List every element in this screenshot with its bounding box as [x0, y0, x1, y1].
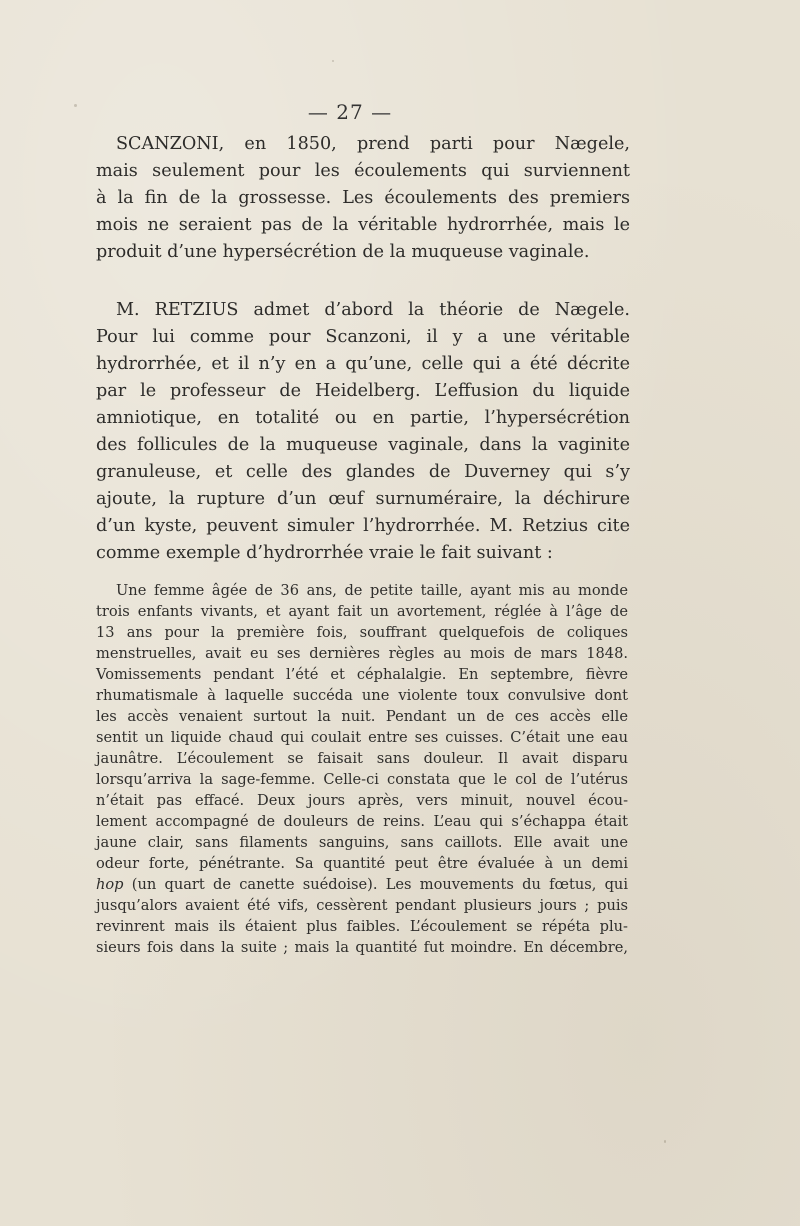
quote-line-rest: (un quart de canette suédoise). Les mouvements du fœtus, qui [123, 876, 628, 893]
case-quote [96, 580, 628, 958]
quote-line: lement accompagné de douleurs de reins. L’eau qui s’échappa était [96, 813, 628, 830]
quote-line: menstruelles, avait eu ses dernières règles au mois de mars 1848. [96, 645, 628, 662]
italic-word: hop [96, 876, 124, 893]
text-line: SCANZONI, en 1850, prend parti pour Nægele, [116, 134, 630, 154]
text-line: hydrorrhée, et il n’y en a qu’une, celle qui a été décrite [96, 354, 630, 374]
quote-line: rhumatismale à laquelle succéda une violente toux convulsive dont [96, 687, 628, 704]
page-number: — 27 — [307, 100, 393, 124]
text-line: des follicules de la muqueuse vaginale, dans la vaginite [96, 435, 630, 455]
paper-speck [332, 60, 334, 62]
quote-line: revinrent mais ils étaient plus faibles. L’écoulement se répéta plu- [96, 918, 628, 935]
text-line: granuleuse, et celle des glandes de Duverney qui s’y [96, 462, 630, 482]
quote-line: les accès venaient surtout la nuit. Pendant un de ces accès elle [96, 708, 628, 725]
quote-line: jaune clair, sans filaments sanguins, sans caillots. Elle avait une [96, 834, 628, 851]
paper-speck [74, 104, 77, 107]
quote-line: Vomissements pendant l’été et céphalalgie. En septembre, fièvre [96, 666, 628, 683]
text-line: Pour lui comme pour Scanzoni, il y a une véritable [96, 327, 630, 347]
quote-line: n’était pas effacé. Deux jours après, vers minuit, nouvel écou- [96, 792, 628, 809]
quote-line: jusqu’alors avaient été vifs, cessèrent pendant plusieurs jours ; puis [96, 897, 628, 914]
quote-line: sieurs fois dans la suite ; mais la quantité fut moindre. En décembre, [96, 939, 628, 956]
paragraph-scanzoni [96, 131, 630, 266]
text-line: M. RETZIUS admet d’abord la théorie de Nægele. [116, 300, 630, 320]
text-line: ajoute, la rupture d’un œuf surnuméraire, la déchirure [96, 489, 630, 509]
text-line: amniotique, en totalité ou en partie, l’hypersécrétion [96, 408, 630, 428]
quote-line: jaunâtre. L’écoulement se faisait sans douleur. Il avait disparu [96, 750, 628, 767]
paragraph-retzius [96, 297, 630, 567]
text-line: mais seulement pour les écoulements qui surviennent [96, 161, 630, 181]
quote-line: odeur forte, pénétrante. Sa quantité peut être évaluée à un demi [96, 855, 628, 872]
text-line: par le professeur de Heidelberg. L’effusion du liquide [96, 381, 630, 401]
text-line: comme exemple d’hydrorrhée vraie le fait suivant : [96, 543, 553, 563]
quote-line: lorsqu’arriva la sage-femme. Celle-ci constata que le col de l’utérus [96, 771, 628, 788]
quote-line [96, 874, 628, 895]
quote-line: sentit un liquide chaud qui coulait entre ses cuisses. C’était une eau [96, 729, 628, 746]
quote-line: Une femme âgée de 36 ans, de petite taille, ayant mis au monde [116, 582, 628, 599]
quote-line: trois enfants vivants, et ayant fait un avortement, réglée à l’âge de [96, 603, 628, 620]
text-line: à la fin de la grossesse. Les écoulements des premiers [96, 188, 630, 208]
text-line: d’un kyste, peuvent simuler l’hydrorrhée. M. Retzius cite [96, 516, 630, 536]
text-line: mois ne seraient pas de la véritable hydrorrhée, mais le [96, 215, 630, 235]
paper-speck [664, 1140, 666, 1143]
quote-line: 13 ans pour la première fois, souffrant quelquefois de coliques [96, 624, 628, 641]
text-line: produit d’une hypersécrétion de la muqueuse vaginale. [96, 242, 590, 262]
